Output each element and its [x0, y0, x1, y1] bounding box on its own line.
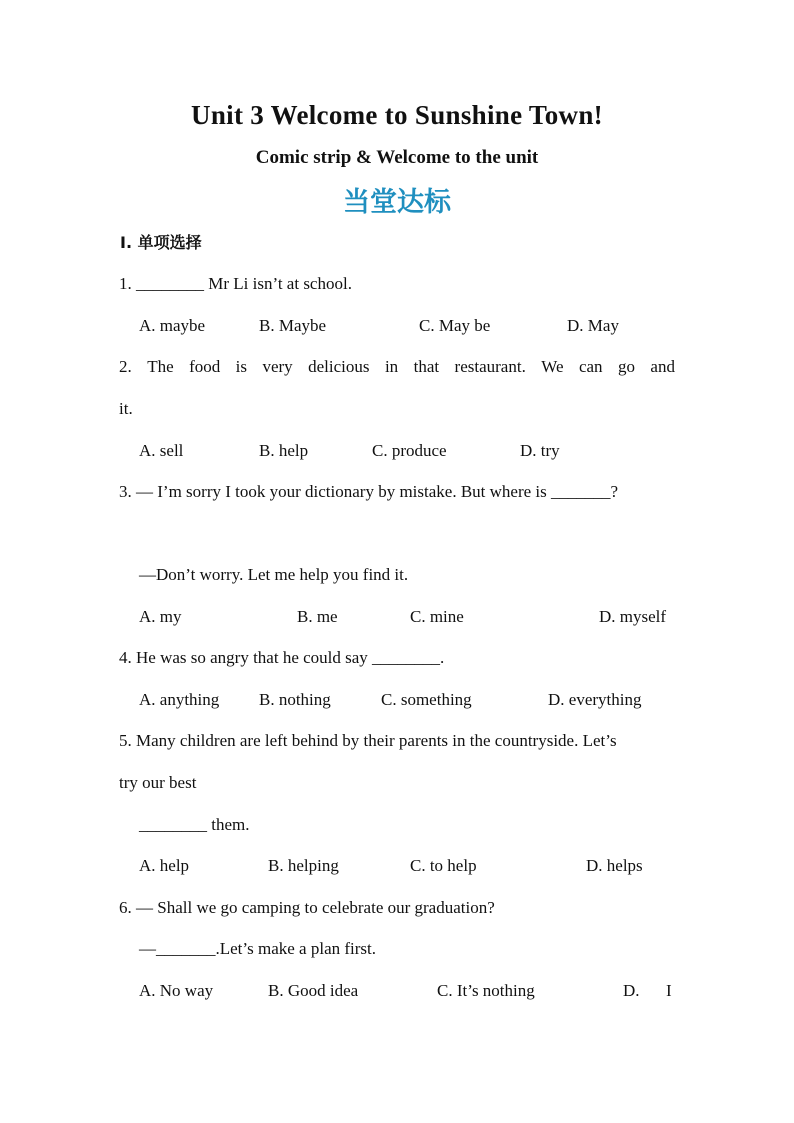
question-6-option-a: A. No way — [139, 981, 214, 1000]
question-4-stem: 4. He was so angry that he could say ________. — [119, 648, 445, 667]
question-6-option-d-text: I — [666, 981, 672, 1000]
stem-word: and — [650, 357, 675, 376]
question-6-option-b: B. Good idea — [268, 981, 359, 1000]
page-subtitle: Comic strip & Welcome to the unit — [255, 147, 539, 168]
question-6-stem: 6. — Shall we go camping to celebrate our graduation? — [119, 898, 495, 917]
question-5-stem: 5. Many children are left behind by their parents in the countryside. Let’s — [119, 731, 617, 750]
question-3-reply: —Don’t worry. Let me help you find it. — [139, 565, 409, 584]
question-5-stem-blank: ________ them. — [139, 815, 250, 834]
question-1-option-c: C. May be — [419, 316, 491, 335]
stem-word: go — [617, 357, 635, 376]
question-5-option-d: D. helps — [586, 856, 643, 875]
question-3-option-a: A. my — [139, 607, 182, 626]
question-2-option-d: D. try — [520, 441, 560, 460]
stem-word: We — [541, 357, 564, 376]
question-3-option-b: B. me — [297, 607, 338, 626]
question-3-stem: 3. — I’m sorry I took your dictionary by mistake. But where is _______? — [119, 482, 619, 501]
question-2-option-c: C. produce — [372, 441, 447, 460]
stem-word: delicious — [308, 357, 370, 376]
question-5-stem-continued: try our best — [119, 773, 197, 792]
question-2-option-b: B. help — [259, 441, 309, 460]
question-4-option-b: B. nothing — [259, 690, 331, 709]
question-6-option-d: D. — [623, 981, 640, 1000]
question-6-reply: —_______.Let’s make a plan first. — [139, 939, 377, 958]
question-5-option-c: C. to help — [410, 856, 477, 875]
question-4-option-a: A. anything — [139, 690, 220, 709]
question-5-option-a: A. help — [139, 856, 190, 875]
question-3-option-d: D. myself — [599, 607, 667, 626]
stem-word: can — [578, 357, 603, 376]
section-heading-cn: 当堂达标 — [343, 187, 451, 218]
question-2-stem-continued: it. — [119, 399, 133, 418]
question-1-option-d: D. May — [567, 316, 619, 335]
stem-word: is — [235, 357, 248, 376]
question-1-option-b: B. Maybe — [259, 316, 327, 335]
question-2-option-a: A. sell — [139, 441, 184, 460]
stem-word: that — [413, 357, 440, 376]
question-6-option-c: C. It’s nothing — [437, 981, 535, 1000]
stem-word: 2. — [119, 357, 132, 376]
question-1-option-a: A. maybe — [139, 316, 206, 335]
stem-word: restaurant. — [454, 357, 526, 376]
page-title: Unit 3 Welcome to Sunshine Town! — [191, 100, 603, 130]
question-2-stem — [119, 357, 675, 377]
question-3-option-c: C. mine — [410, 607, 464, 626]
stem-word: very — [262, 357, 293, 376]
question-5-option-b: B. helping — [268, 856, 339, 875]
stem-word: in — [384, 357, 399, 376]
question-1-stem: 1. ________ Mr Li isn’t at school. — [119, 274, 352, 293]
stem-word: The — [147, 357, 174, 376]
section-label: Ⅰ. 单项选择 — [120, 233, 202, 252]
question-4-option-c: C. something — [381, 690, 472, 709]
question-4-option-d: D. everything — [548, 690, 642, 709]
stem-word: food — [189, 357, 221, 376]
